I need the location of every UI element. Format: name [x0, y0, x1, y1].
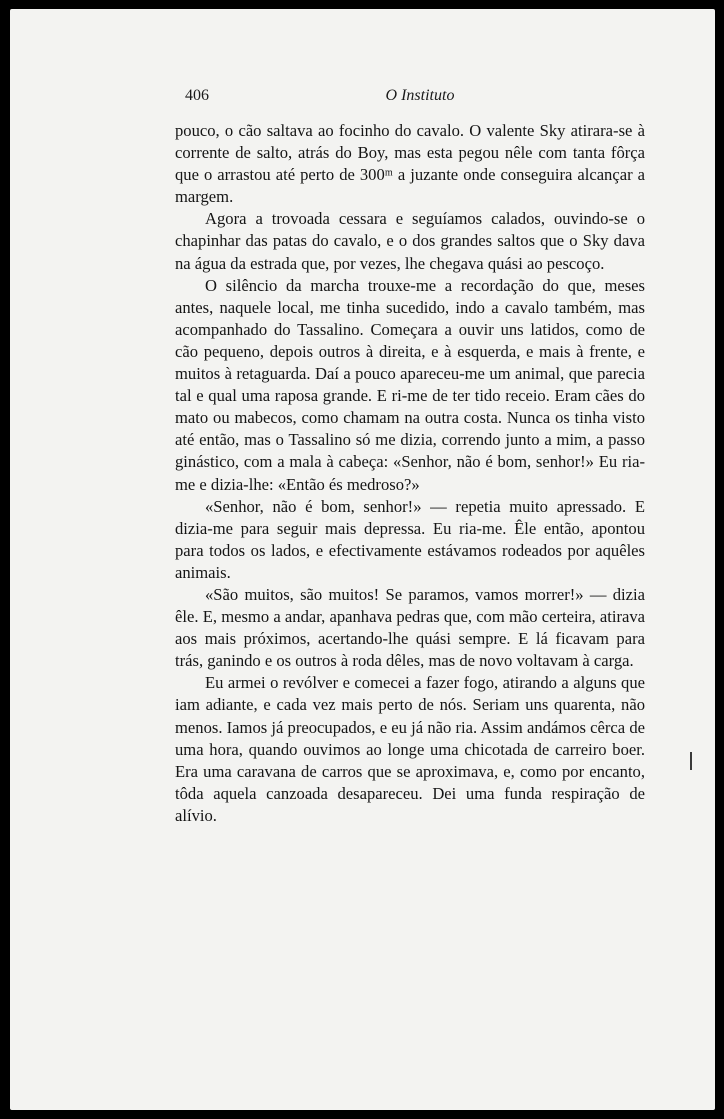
body-text: [175, 120, 645, 827]
paragraph-5: «São muitos, são muitos! Se paramos, vamos morrer!» — dizia êle. E, mesmo a andar, apanhava pedras que, com mão certeira, atirava aos mais próximos, acertando-lhe quási sempre. E lá ficavam para trás, ganindo e os outros à roda dêles, mas de novo voltavam à carga.: [175, 584, 645, 671]
paragraph-1: pouco, o cão saltava ao focinho do cavalo. O valente Sky atirara-se à corrente de salto, atrás do Boy, mas esta pegou nêle com tanta fôrça que o arrastou até perto de 300ᵐ a juzante onde conseguira alcançar a margem.: [175, 121, 645, 207]
journal-title: O Instituto: [385, 87, 455, 104]
paragraph-2: Agora a trovoada cessara e seguíamos calados, ouvindo-se o chapinhar das patas do cavalo, e o dos grandes saltos que o Sky dava na água da estrada que, por vezes, lhe chegava quási ao pescoço.: [175, 209, 645, 273]
paragraph-3: O silêncio da marcha trouxe-me a recordação do que, meses antes, naquele local, me tinha sucedido, indo a cavalo também, mas acompanhado do Tassalino. Começara a ouvir uns latidos, como de cão pequeno, depois outros à direita, e à esquerda, e mais à frente, e muitos à retaguarda. Daí a pouco apareceu-me um animal, que parecia tal e qual uma raposa grande. E ri-me de ter tido receio. Eram cães do mato ou mabecos, como chamam na outra costa. Nunca os tinha visto até então, mas o Tassalino só me dizia, correndo junto a mim, a passo ginástico, com a mala à cabeça: «Senhor, não é bom, senhor!» Eu ria-me e dizia-lhe: «Então és medroso?»: [175, 275, 645, 494]
paragraph-4: «Senhor, não é bom, senhor!» — repetia muito apressado. E dizia-me para seguir mais depressa. Eu ria-me. Êle então, apontou para todos os lados, e efectivamente estávamos rodeados por aquêles animais.: [175, 496, 645, 582]
running-head: [185, 87, 655, 109]
margin-mark: [690, 752, 692, 770]
page-number: 406: [185, 87, 209, 104]
paragraph-6: Eu armei o revólver e comecei a fazer fogo, atirando a alguns que iam adiante, e cada vez mais perto de nós. Seriam uns quarenta, não menos. Iamos já preocupados, e eu já não ria. Assim andámos cêrca de uma hora, quando ouvimos ao longe uma chicotada de carreiro boer. Era uma caravana de carros que se aproximava, e, como por encanto, tôda aquela canzoada desapareceu. Dei uma funda respiração de alívio.: [175, 673, 645, 825]
